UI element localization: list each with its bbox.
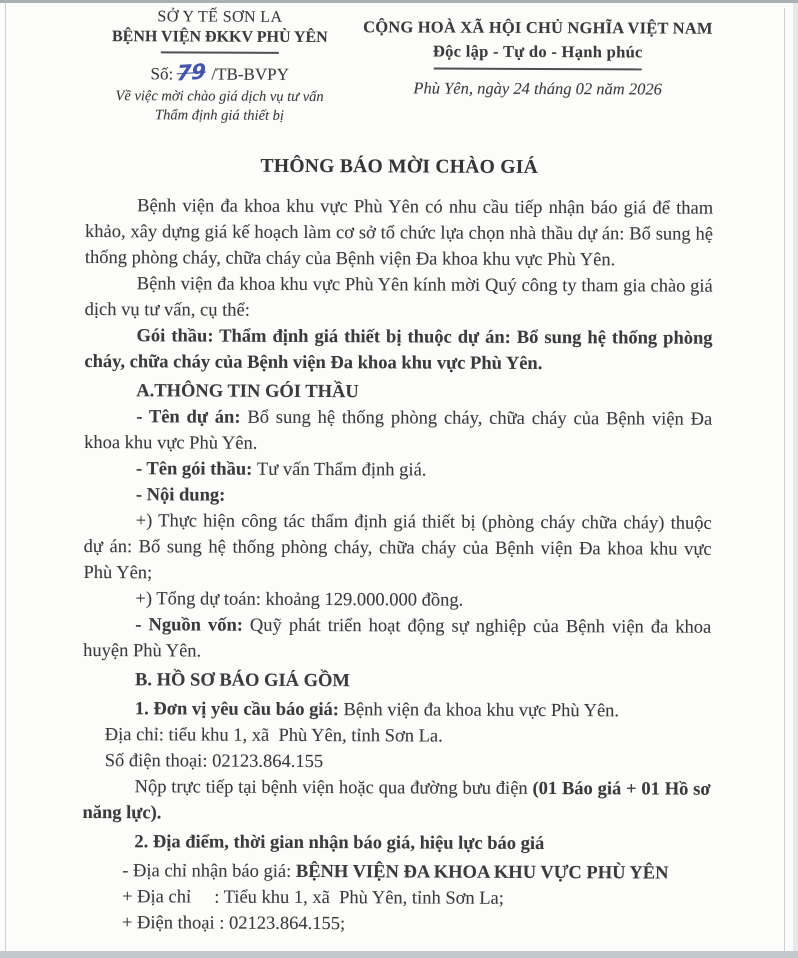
document-subject-line2: Thẩm định giá thiết bị	[155, 107, 285, 124]
heading-section-b	[83, 667, 711, 696]
field-value: Tư vấn Thẩm định giá.	[256, 459, 427, 481]
heading-section-2	[82, 829, 710, 858]
document-title: THÔNG BÁO MỜI CHÀO GIÁ	[260, 155, 539, 178]
text-run: + Địa chỉ : Tiểu khu 1, xã Phù Yên, tỉnh Sơn La;	[122, 887, 504, 909]
national-motto-block	[362, 9, 714, 100]
text-run: Số điện thoại: 02123.864.155	[104, 751, 324, 773]
document-number-line	[86, 60, 354, 85]
document-subject	[85, 87, 353, 126]
field-label: 1. Đơn vị yêu cầu báo giá:	[134, 699, 344, 721]
scan-edge-left	[5, 3, 6, 958]
text-run: 2. Địa điểm, thời gian nhận báo giá, hiệu lực báo giá	[134, 832, 545, 855]
issuer-hospital: BỆNH VIỆN ĐKKV PHÙ YÊN	[111, 28, 328, 47]
document-header	[85, 8, 714, 128]
field-label: - Tên dự án:	[136, 407, 248, 428]
issuer-department: SỞ Y TẾ SƠN LA	[157, 8, 283, 26]
field-value: Quỹ phát triển hoạt động sự nghiệp của Bệnh viện đa khoa huyện Phù Yên.	[83, 615, 712, 662]
field-value: Bổ sung hệ thống phòng cháy, chữa cháy của Bệnh viện Đa khoa khu vực Phù Yên.	[84, 407, 713, 454]
para-invitation	[85, 271, 713, 326]
scan-edge-right	[793, 3, 798, 958]
text-run-bold: (01 Báo giá + 01 Hồ sơ năng lực).	[82, 778, 711, 824]
document-page	[82, 8, 714, 939]
text-run: +) Tổng dự toán: khoảng 129.000.000 đồng.	[135, 589, 464, 611]
field-don-vi-yeu-cau	[83, 696, 711, 725]
national-motto: Độc lập - Tự do - Hạnh phúc	[432, 41, 643, 62]
field-dia-chi-nhan-bao-gia	[82, 858, 710, 887]
field-nguon-von	[83, 612, 711, 667]
para-intro	[85, 193, 713, 274]
field-value: Bệnh viện đa khoa khu vực Phù Yên.	[343, 700, 620, 722]
document-number-label: Số:	[150, 64, 174, 84]
text-run: Bệnh viện đa khoa khu vực Phù Yên kính mời Quý công ty tham gia chào giá dịch vụ tư vấn, cụ thể:	[84, 274, 713, 321]
text-run: Địa chỉ: tiểu khu 1, xã Phù Yên, tỉnh Sơn La.	[104, 725, 443, 747]
document-subject-line1: Về việc mời chào giá dịch vụ tư vấn	[115, 88, 324, 106]
field-noi-dung-label	[84, 482, 712, 511]
issuer-divider	[161, 51, 279, 54]
scan-page-right-line	[784, 8, 785, 958]
field-dien-thoai-detail	[82, 910, 710, 939]
field-value: BỆNH VIỆN ĐA KHOA KHU VỰC PHÙ YÊN	[295, 861, 669, 884]
text-run: Nộp trực tiếp tại bệnh viện hoặc qua đường bưu điện	[134, 777, 533, 799]
field-ten-du-an	[84, 404, 712, 459]
para-goi-thau	[84, 323, 712, 378]
document-number-suffix: /TB-BVPY	[211, 64, 289, 84]
field-dia-chi	[83, 722, 711, 751]
para-tong-du-toan	[83, 586, 711, 615]
scan-edge-bottom	[0, 951, 798, 958]
field-so-dien-thoai	[83, 748, 711, 777]
text-run: Gói thầu: Thẩm định giá thiết bị thuộc dự án: Bổ sung hệ thống phòng cháy, chữa cháy của Bệnh viện Đa khoa khu vực Phù Yên.	[84, 326, 713, 374]
field-ten-goi-thau	[84, 456, 712, 485]
country-name: CỘNG HOÀ XÃ HỘI CHỦ NGHĨA VIỆT NAM	[363, 17, 713, 38]
field-label: - Nguồn vốn:	[135, 615, 250, 636]
text-run: + Điện thoại : 02123.864.155;	[121, 913, 346, 935]
text-run: A.THÔNG TIN GÓI THẦU	[136, 381, 359, 403]
document-number-handwritten: 79	[176, 59, 207, 86]
text-run: B. HỒ SƠ BÁO GIÁ GỒM	[135, 670, 350, 692]
motto-divider	[434, 68, 642, 71]
field-label: - Tên gói thầu:	[135, 459, 257, 480]
text-run: - Nội dung:	[135, 485, 226, 506]
field-dia-chi-detail	[82, 884, 710, 913]
scan-edge-top	[0, 0, 798, 3]
text-run: Bệnh viện đa khoa khu vực Phù Yên có nhu cầu tiếp nhận báo giá để tham khảo, xây dựng giá kế hoạch làm cơ sở tổ chức lựa chọn nhà thầu dự án: Bổ sung hệ thống phòng cháy, chữa cháy của Bệnh viện Đa khoa khu vực Phù Yên.	[84, 196, 714, 271]
field-label: - Địa chỉ nhận báo giá:	[122, 861, 296, 882]
para-nop-ho-so	[82, 774, 710, 829]
para-noi-dung-item1	[83, 508, 711, 589]
issuer-block	[85, 8, 354, 126]
place-date-line: Phù Yên, ngày 24 tháng 02 năm 2026	[413, 78, 662, 99]
heading-section-a	[84, 378, 712, 407]
text-run: +) Thực hiện công tác thẩm định giá thiết bị (phòng cháy chữa cháy) thuộc dự án: Bổ sung hệ thống phòng cháy, chữa cháy của Bệnh viện Đa khoa khu vực Phù Yên;	[83, 511, 712, 584]
